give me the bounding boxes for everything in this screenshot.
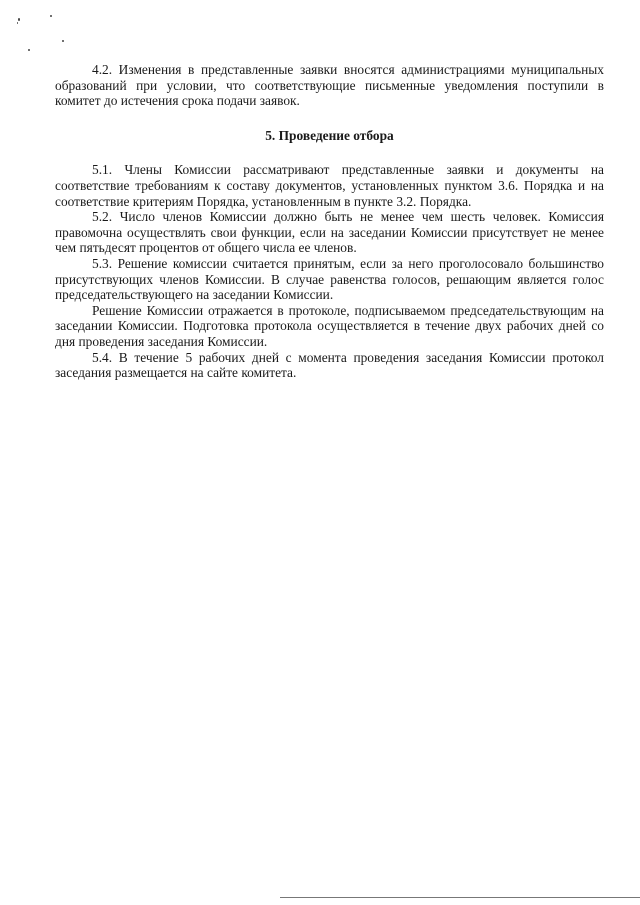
paragraph-5-4: 5.4. В течение 5 рабочих дней с момента проведения заседания Комиссии протокол заседания размещается на сайте комитета. — [55, 349, 604, 381]
scan-speck — [28, 49, 30, 51]
bottom-scan-line — [280, 897, 640, 898]
paragraph-5-2: 5.2. Число членов Комиссии должно быть не менее чем шесть человек. Комиссия правомочна осуществлять свои функции, если на заседании Комиссии присутствует не менее чем пятьдесят процентов от общего числа ее членов. — [55, 209, 604, 256]
scan-speck — [50, 15, 52, 17]
scan-speck — [62, 40, 64, 42]
document-body — [55, 62, 604, 381]
paragraph-5-3: 5.3. Решение комиссии считается принятым, если за него проголосовало большинство присутствующих членов Комиссии. В случае равенства голосов, решающим является голос председательствующего на заседании Комиссии. — [55, 255, 604, 303]
paragraph-5-3-continuation: Решение Комиссии отражается в протоколе, подписываемом председательствующим на заседании Комиссии. Подготовка протокола осуществляется в течение двух рабочих дней со дня проведения заседания Комиссии. — [55, 302, 604, 349]
scan-speck — [18, 18, 20, 21]
paragraph-4-2: 4.2. Изменения в представленные заявки вносятся администрациями муниципальных образований при условии, что соответствующие письменные уведомления поступили в комитет до истечения срока подачи заявок. — [55, 62, 604, 109]
section-heading: 5. Проведение отбора — [265, 127, 394, 143]
paragraph-5-1: 5.1. Члены Комиссии рассматривают представленные заявки и документы на соответствие требованиям к составу документов, установленных пунктом 3.6. Порядка и на соответствие критериям Порядка, установленным в пункте 3.2. Порядка. — [55, 162, 604, 209]
scan-speck — [17, 22, 18, 24]
